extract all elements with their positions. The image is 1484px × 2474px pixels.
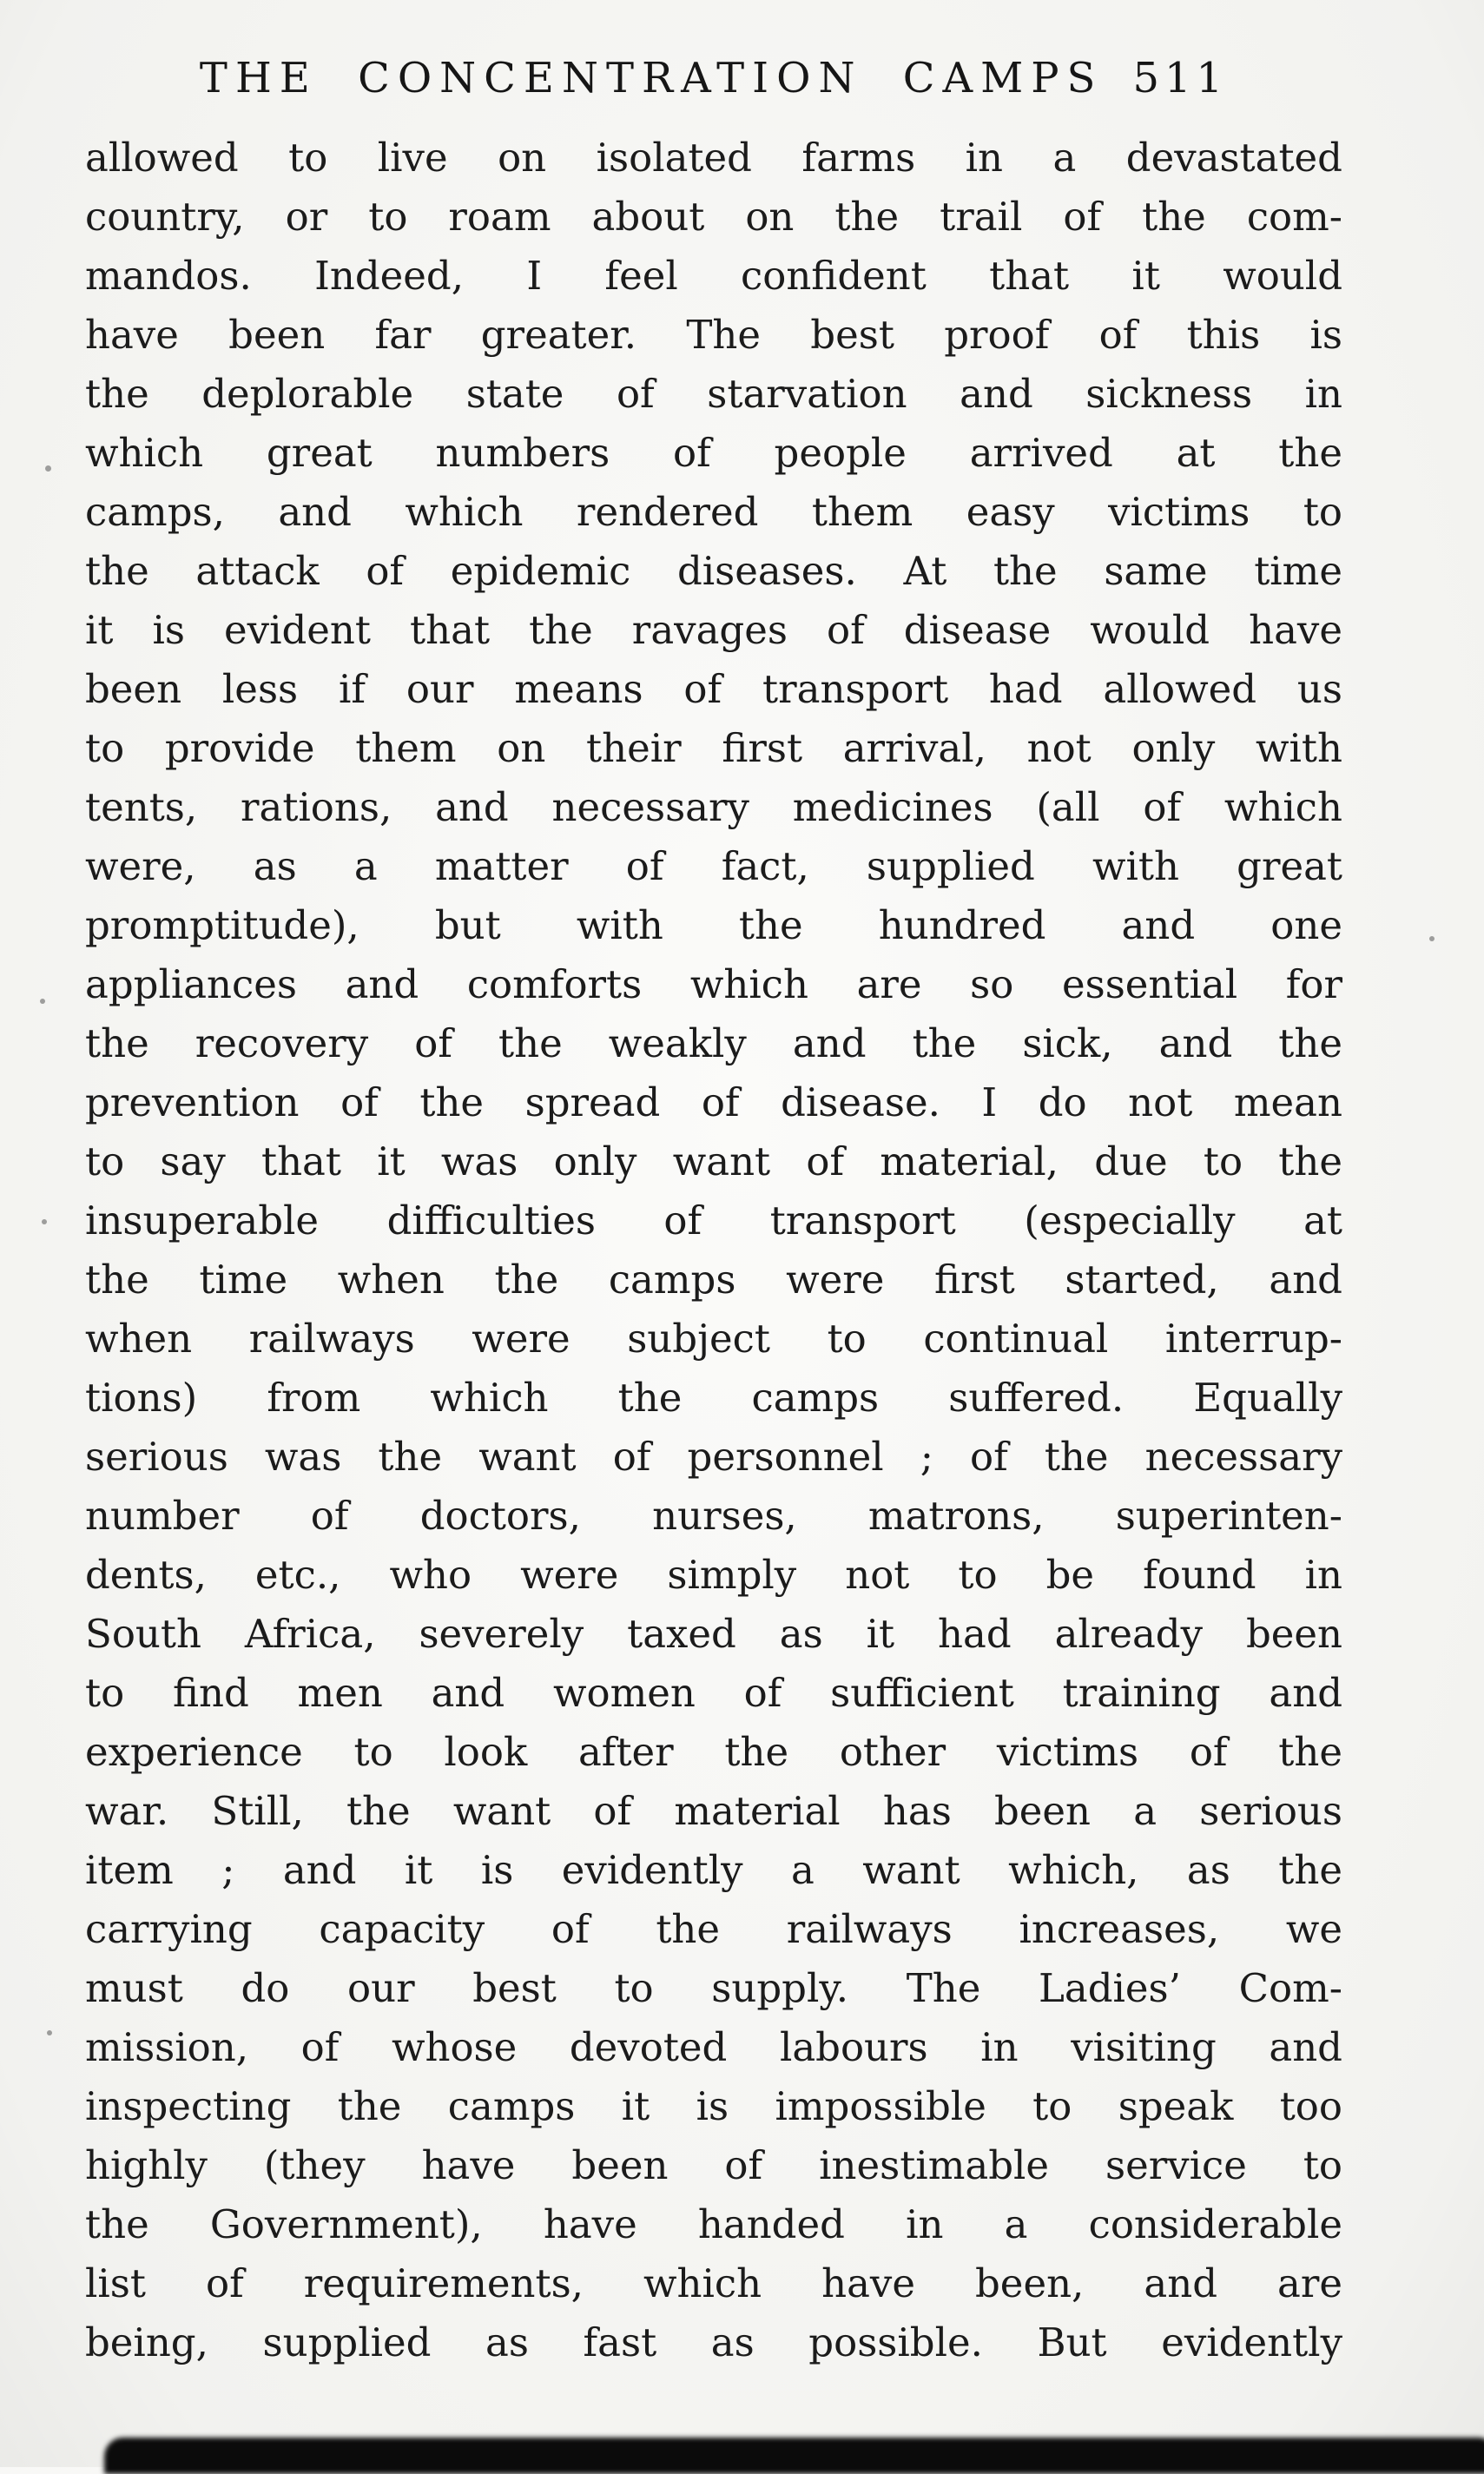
- text-line: inspecting the camps it is impossible to speak too: [85, 2083, 1342, 2129]
- text-line: highly (they have been of inestimable service to: [85, 2142, 1342, 2188]
- text-line: been less if our means of transport had allowed us: [85, 666, 1342, 712]
- text-line: appliances and comforts which are so essential for: [85, 961, 1342, 1007]
- text-line: country, or to roam about on the trail of the com-: [85, 194, 1342, 240]
- text-line: to find men and women of sufficient training and: [85, 1670, 1342, 1716]
- text-line: war. Still, the want of material has been a serious: [85, 1788, 1342, 1834]
- text-line: were, as a matter of fact, supplied with great: [85, 843, 1342, 889]
- text-line: list of requirements, which have been, and are: [85, 2260, 1342, 2306]
- text-line: being, supplied as fast as possible. But evidently: [85, 2319, 1342, 2365]
- text-line: the attack of epidemic diseases. At the same time: [85, 548, 1342, 594]
- scan-speck: [45, 465, 51, 472]
- text-line: item ; and it is evidently a want which, as the: [85, 1847, 1342, 1893]
- text-line: allowed to live on isolated farms in a devastated: [85, 135, 1342, 181]
- text-line: prevention of the spread of disease. I do not mean: [85, 1079, 1342, 1125]
- text-line: mission, of whose devoted labours in visiting and: [85, 2024, 1342, 2070]
- body-text: [85, 129, 1342, 2372]
- text-line: the recovery of the weakly and the sick, and the: [85, 1020, 1342, 1066]
- text-line: have been far greater. The best proof of this is: [85, 312, 1342, 358]
- text-line: tions) from which the camps suffered. Equally: [85, 1375, 1342, 1421]
- text-line: to say that it was only want of material, due to the: [85, 1138, 1342, 1184]
- scan-speck: [40, 999, 45, 1004]
- text-line: carrying capacity of the railways increases, we: [85, 1906, 1342, 1952]
- text-line: insuperable difficulties of transport (especially at: [85, 1197, 1342, 1244]
- text-line: experience to look after the other victims of the: [85, 1729, 1342, 1775]
- text-line: the deplorable state of starvation and sickness in: [85, 371, 1342, 417]
- text-line: South Africa, severely taxed as it had already been: [85, 1611, 1342, 1657]
- text-line: the Government), have handed in a considerable: [85, 2201, 1342, 2247]
- page-header: [85, 54, 1342, 102]
- text-line: camps, and which rendered them easy victims to: [85, 489, 1342, 535]
- text-line: the time when the camps were first started, and: [85, 1257, 1342, 1303]
- text-line: it is evident that the ravages of disease would have: [85, 607, 1342, 653]
- text-line: dents, etc., who were simply not to be found in: [85, 1552, 1342, 1598]
- text-line: mandos. Indeed, I feel confident that it would: [85, 253, 1342, 299]
- text-line: which great numbers of people arrived at the: [85, 430, 1342, 476]
- text-line: when railways were subject to continual interrup-: [85, 1316, 1342, 1362]
- text-line: promptitude), but with the hundred and one: [85, 902, 1342, 948]
- text-line: must do our best to supply. The Ladies’ Com-: [85, 1965, 1342, 2011]
- scan-speck: [47, 2030, 52, 2035]
- text-line: number of doctors, nurses, matrons, superinten-: [85, 1493, 1342, 1539]
- scan-artifact-bottom: [104, 2438, 1484, 2474]
- text-line: serious was the want of personnel ; of the necessary: [85, 1434, 1342, 1480]
- text-line: tents, rations, and necessary medicines (all of which: [85, 784, 1342, 830]
- text-line: to provide them on their first arrival, not only with: [85, 725, 1342, 771]
- scan-speck: [42, 1219, 47, 1224]
- running-head: THE CONCENTRATION CAMPS: [199, 54, 1104, 102]
- page-number: 511: [1132, 54, 1229, 102]
- scan-speck: [1429, 936, 1435, 941]
